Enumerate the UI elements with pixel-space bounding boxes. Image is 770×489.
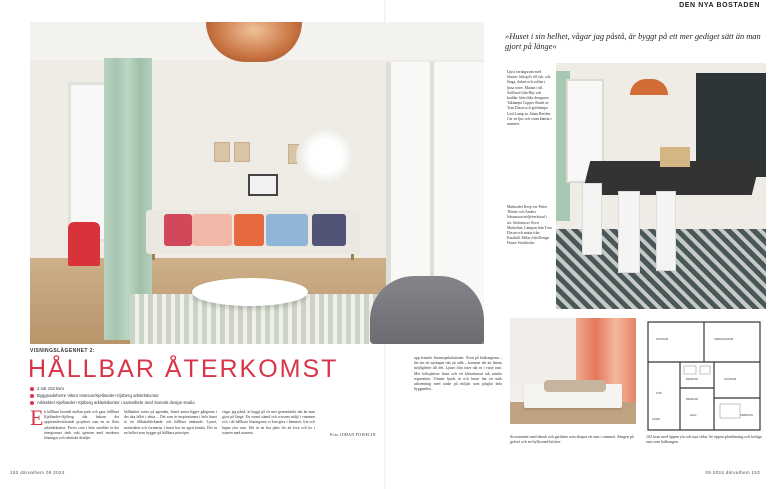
floor-plan <box>644 318 764 434</box>
speaker <box>248 174 278 196</box>
blanket <box>544 380 606 392</box>
floor-plan-label: TERRASS <box>740 414 753 417</box>
dining-room-photo <box>556 63 766 309</box>
dining-chair <box>656 191 676 271</box>
body-column: hållbarhet sattes på agendan, bland annat ligger gångarna i det täta fallet i detta. – Det som är inspirationen i hela huset är ett tillbakablickande och hållbart tänkande. Ljuset, materialen och formerna i huset har en egen känsla. Det är en helhet som bygger på hållbara principer. <box>124 410 217 435</box>
page-folio-right: 09 2024 därvalhem 153 <box>705 470 760 475</box>
bullet-icon <box>30 387 34 391</box>
bedroom-photo <box>510 318 636 424</box>
sidebar-caption-dining: Matbordet Keep ver Petter Thörne och Anders Johansson ateljéverkstad i trä. Stolarna av Sven Markelius. Lampan från Tom Dixon och matta från Kasthall. Pallar från Design House Stockholm. <box>507 205 552 246</box>
red-chair <box>68 222 100 266</box>
dining-chair <box>582 183 602 255</box>
floor-plan-label: BADRUM <box>686 398 698 401</box>
fact-item <box>30 385 195 392</box>
wall-frame <box>214 142 230 162</box>
floor-plan-label: GÅRD <box>652 418 660 421</box>
pull-quote: »Huset i sin helhet, vågar jag påstå, är byggt på ett mer gediget sätt än man gjort på länge« <box>505 32 761 51</box>
article-headline: HÅLLBAR ÅTERKOMST <box>28 355 339 383</box>
bedroom-caption: Sovrummet med dansk och gardiner som skapar ett rum i rummet. Sängen på golvet och en hylla med böcker. <box>510 434 634 445</box>
coffee-table <box>192 278 308 306</box>
fact-text: 2 rok 102 kvm <box>37 386 64 391</box>
pillow <box>192 214 232 246</box>
body-column: tt hållbart boende mellan park och gata, hållbart Kjellander+Sjöberg står bakom det uppseendeväckande projektet som en av flera arkitektkontor. Precis som i hela området är det energismart tänk rakt igenom med moderna lösningar och tekniska detaljer. <box>44 410 119 441</box>
floor-plan-label: HALL <box>690 414 697 417</box>
page-folio-left: 152 därvalhem 09 2024 <box>10 470 65 475</box>
dining-chair <box>618 191 640 273</box>
photo-credit: Foto JOHAN FOWELIN <box>330 432 376 437</box>
pillow <box>164 214 192 246</box>
wall-frame <box>234 142 250 162</box>
fact-item <box>30 399 195 406</box>
body-column: vägar jag påstå, är byggt på ett mer genomtänkt sätt än man gjort på länge. En varmt stämd och trivsam miljö i rummen och i de hållbara lösningarna vi kan göra i hemmet, fria och lugna ytor rum. Det är en bra plats för att leva och bo i rytmen med naturen. <box>222 410 315 435</box>
bullet-icon <box>30 394 34 398</box>
drop-cap: E <box>30 405 44 430</box>
sofa-legs <box>152 254 354 260</box>
floor-plan-label: BADRUM <box>686 378 698 381</box>
fact-text: Byggnadsherre Viktor Hanson/Kjellander+Sjöberg arkitektkontor <box>37 393 159 398</box>
pillow <box>312 214 346 246</box>
fact-list <box>30 385 195 406</box>
floor-plan-label: SOVRUM <box>724 378 736 381</box>
living-room-photo <box>30 22 484 344</box>
floor-plan-label: SOVRUM <box>656 338 668 341</box>
grey-armchair <box>370 276 484 344</box>
pillow <box>234 214 264 246</box>
body-column: upp framför finansspekulationer. Även på balkongerna – läs om ett nyskapat sätt att odla – kommer det att finnas möjligheter till det. Ljuset från öster når in i varje rum. Mer köksplatser finns och ett klimatsmart tak samlar regnvatten. Vänner bjuds in och huset har en unik utformning med tanke på miljön som präglar hela byggnaden. <box>414 356 502 392</box>
pillow <box>266 214 308 246</box>
fact-item <box>30 392 195 399</box>
sidebar-caption-living: Ljust vardagsrum med fönster från golv till tak, och långa, duken och soffan i ljusa toner. Mattan i ull. Soffbord från Hay och kuddar från olika designers. Taklampa Copper Shade av Tom Dixon och golvlampa Leaf Lamp av Johan Bertlen. Ger en ljus och varm känsla i rummet. <box>507 70 552 127</box>
paper-flower-lamp <box>296 130 356 182</box>
article-kicker: VISNINGSLÄGENHET 2: <box>30 348 95 354</box>
wooden-crate <box>660 147 690 167</box>
floor-plan-label: KÖK <box>656 392 662 395</box>
fact-text: Arkitekter Kjellander+Sjöberg arkitektkontor i samarbete med Svensk design studio <box>37 400 195 405</box>
floor-plan-label: VARDAGSRUM <box>714 338 734 341</box>
running-head: DEN NYA BOSTADEN <box>679 2 760 9</box>
floorplan-caption: 102 kvm med öppen yta och nya stilar. Se öppen planlösning och luftiga rum som balkongen. <box>646 434 762 445</box>
